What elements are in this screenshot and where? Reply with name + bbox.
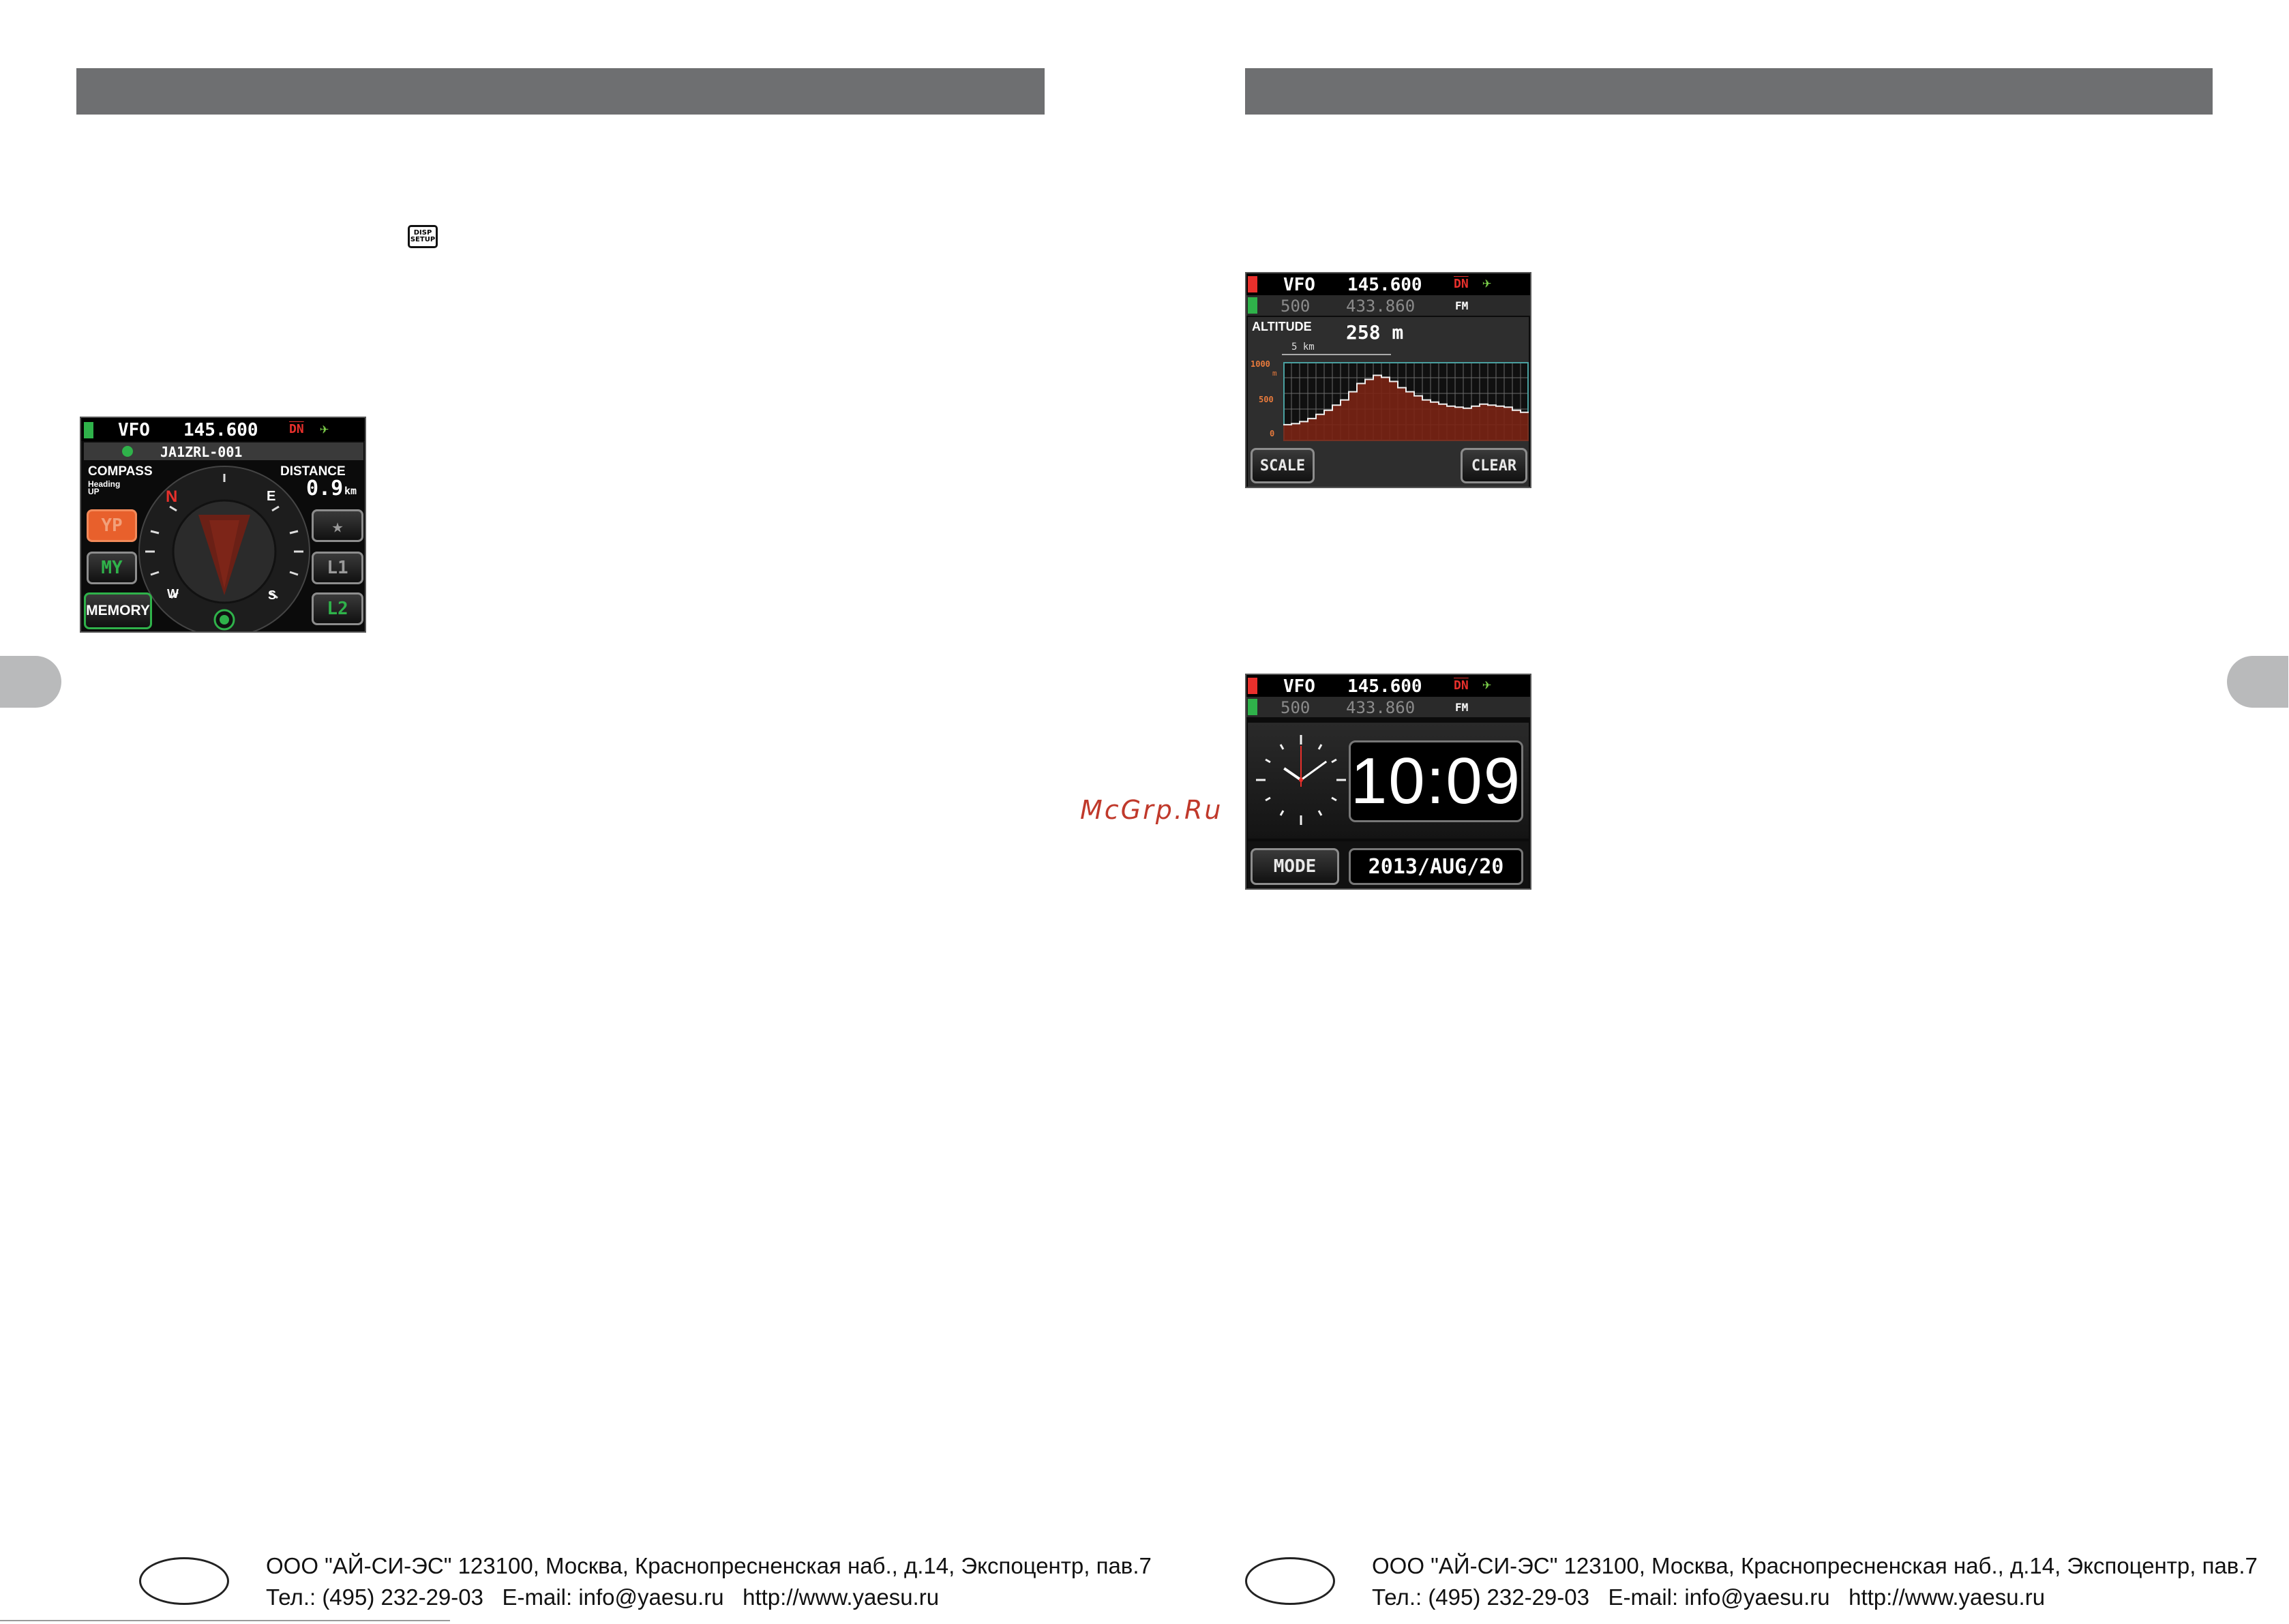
- gps-icon: ✈: [320, 421, 329, 438]
- watermark: McGrp.Ru: [1080, 795, 1223, 825]
- compass-dial: [136, 466, 313, 633]
- clock-tick: [1281, 811, 1283, 815]
- clock-tick: [1332, 760, 1336, 762]
- sub-step: 500: [1281, 297, 1311, 316]
- scale-distance: 5 km: [1291, 342, 1315, 352]
- gps-icon: ✈: [1482, 275, 1492, 292]
- digital-time-box: [1349, 740, 1523, 822]
- station-dot-icon: [122, 446, 133, 457]
- analog-clock: [1253, 732, 1349, 828]
- my-button[interactable]: MY: [87, 552, 137, 584]
- yp-button[interactable]: YP: [87, 509, 137, 542]
- scale-button[interactable]: SCALE: [1251, 448, 1315, 483]
- compass-label: COMPASS: [88, 464, 153, 479]
- footer-address: ООО "АЙ-СИ-ЭС" 123100, Москва, Краснопресненская наб., д.14, Экспоцентр, пав.7: [1372, 1553, 2258, 1578]
- status-bar: [1246, 675, 1531, 697]
- distance-label: DISTANCE: [280, 464, 346, 479]
- status-bar: [81, 418, 366, 441]
- dn-badge: $\overline{DN}$: [1454, 678, 1469, 693]
- tx-indicator: [1248, 678, 1257, 694]
- dn-badge: $\overline{DN}$: [1454, 277, 1469, 291]
- altitude-profile-chart: [1283, 362, 1529, 441]
- callsign-bar: [84, 442, 363, 460]
- distance-unit: km: [344, 485, 357, 497]
- vfo-label: VFO: [1283, 275, 1315, 295]
- footer-contacts: Тел.: (495) 232-29-03 E-mail: info@yaesu.ru http://www.yaesu.ru: [1372, 1584, 2046, 1610]
- signal-indicator: [84, 422, 93, 438]
- l1-button[interactable]: L1: [312, 552, 363, 584]
- y-label-0: 0: [1270, 429, 1275, 438]
- altitude-value: 258 m: [1346, 321, 1404, 344]
- right-page-oval: [1245, 1557, 1335, 1605]
- y-label-500: 500: [1259, 395, 1274, 404]
- left-page-oval: [139, 1557, 229, 1605]
- clock-screen: [1245, 674, 1531, 890]
- sub-band-row: [1246, 295, 1531, 316]
- dir-e: E: [267, 489, 276, 504]
- scale-line: [1282, 354, 1391, 355]
- mode-button[interactable]: MODE: [1251, 848, 1339, 885]
- dir-s: S: [268, 588, 277, 602]
- clock-center: [1299, 778, 1303, 782]
- right-side-tab: [2227, 656, 2288, 708]
- clock-tick: [1332, 798, 1336, 800]
- vfo-label: VFO: [1283, 676, 1315, 697]
- y-label-1000: 1000: [1251, 359, 1270, 369]
- footer-contacts: Тел.: (495) 232-29-03 E-mail: info@yaesu.ru http://www.yaesu.ru: [266, 1584, 940, 1610]
- sub-mode: FM: [1455, 701, 1469, 714]
- clear-button[interactable]: CLEAR: [1461, 448, 1527, 483]
- vfo-label: VFO: [118, 420, 150, 440]
- right-header-bar: [1245, 68, 2213, 115]
- frequency: 145.600: [183, 420, 258, 440]
- left-side-tab: [0, 656, 61, 708]
- dir-n: N: [166, 487, 178, 506]
- rx-indicator: [1248, 699, 1257, 715]
- clock-tick: [1266, 798, 1270, 800]
- sub-band-row: [1246, 697, 1531, 717]
- left-footer: [266, 1550, 1152, 1613]
- dir-w: W: [167, 587, 179, 601]
- distance-value: 0.9: [306, 477, 344, 500]
- gps-icon: ✈: [1482, 676, 1492, 693]
- clock-tick: [1319, 745, 1321, 749]
- sub-frequency: 433.860: [1346, 698, 1416, 717]
- clock-tick: [1266, 760, 1270, 762]
- minute-hand: [1301, 762, 1326, 780]
- tx-indicator: [1248, 276, 1257, 292]
- position-marker-dot: [220, 615, 229, 625]
- callsign: JA1ZRL-001: [160, 444, 243, 460]
- dn-badge: $\overline{DN}$: [289, 422, 304, 436]
- date: 2013/AUG/20: [1368, 854, 1504, 879]
- heading-label: Heading UP: [88, 479, 121, 496]
- digital-time: 10:09: [1350, 745, 1522, 817]
- frequency: 145.600: [1347, 676, 1422, 697]
- right-footer: [1372, 1550, 2258, 1613]
- disp-key-label: DISP SETUP: [410, 229, 436, 243]
- compass-screen: [80, 417, 366, 633]
- l2-button[interactable]: L2: [312, 592, 363, 625]
- date-box: [1349, 848, 1523, 885]
- footer-address: ООО "АЙ-СИ-ЭС" 123100, Москва, Краснопресненская наб., д.14, Экспоцентр, пав.7: [266, 1553, 1152, 1578]
- hour-hand: [1284, 768, 1301, 780]
- status-bar: [1246, 273, 1531, 295]
- disp-setup-key-icon: [408, 225, 438, 248]
- clock-tick: [1281, 745, 1283, 749]
- altitude-label: ALTITUDE: [1252, 320, 1312, 333]
- sub-frequency: 433.860: [1346, 297, 1416, 316]
- memory-button[interactable]: MEMORY: [84, 592, 152, 629]
- rx-indicator: [1248, 297, 1257, 314]
- left-header-bar: [76, 68, 1045, 115]
- altitude-screen: [1245, 272, 1531, 488]
- frequency: 145.600: [1347, 275, 1422, 295]
- sub-mode: FM: [1455, 299, 1469, 312]
- star-button[interactable]: ★: [312, 509, 363, 542]
- sub-step: 500: [1281, 698, 1311, 717]
- left-footer-rule: [0, 1620, 450, 1621]
- clock-tick: [1319, 811, 1321, 815]
- y-label-m: m: [1272, 369, 1277, 378]
